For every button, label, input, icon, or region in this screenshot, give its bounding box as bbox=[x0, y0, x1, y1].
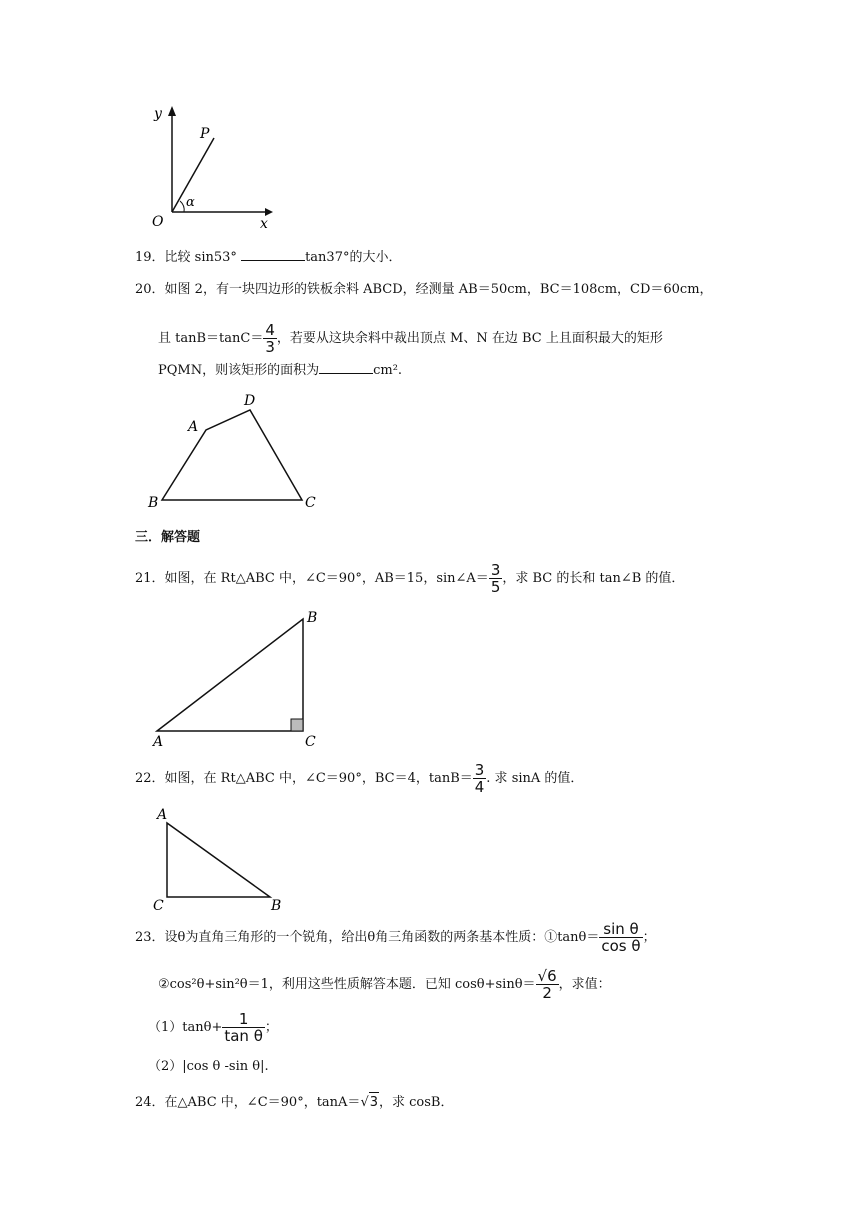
fraction: $\frac{3}{5}$ bbox=[490, 561, 501, 596]
point-p-label: P bbox=[200, 126, 210, 142]
question-23-line2: ②cos²θ+sin²θ＝1，利用这些性质解答本题．已知 cosθ+sinθ＝ $\frac{√6}{2}$ ，求值： bbox=[158, 967, 611, 1002]
vertex-a-label: A bbox=[188, 419, 199, 435]
vertex-c-label: C bbox=[153, 898, 164, 914]
question-19: 19．比较 sin53° tan37°的大小． bbox=[135, 247, 401, 268]
question-20-line2: 且 tanB＝tanC＝ $\frac{4}{3}$ ，若要从这块余料中裁出顶点 M、N 在边 BC 上且面积最大的矩形 bbox=[158, 321, 663, 356]
vertex-a-label: A bbox=[157, 807, 168, 823]
question-20-line1: 20．如图 2，有一块四边形的铁板余料 ABCD，经测量 AB＝50cm，BC＝108cm，CD＝60cm， bbox=[135, 282, 713, 297]
axes-figure bbox=[140, 100, 280, 230]
vertex-c-label: C bbox=[305, 495, 316, 511]
question-22: 22．如图，在 Rt△ABC 中，∠C＝90°，BC＝4，tanB＝ $\frac{3}{4}$ . 求 sinA 的值． bbox=[135, 761, 584, 796]
section-heading: 三．解答题 bbox=[135, 530, 201, 545]
fraction: $\frac{\text{sin θ}}{\text{cos θ}}$ bbox=[601, 920, 641, 955]
fraction: $\frac{3}{4}$ bbox=[474, 761, 485, 796]
fraction: $\frac{1}{\text{tan θ}}$ bbox=[224, 1010, 263, 1045]
angle-alpha-label: α bbox=[186, 195, 195, 210]
question-20-line3: PQMN，则该矩形的面积为 cm². bbox=[158, 360, 402, 381]
vertex-b-label: B bbox=[307, 610, 318, 626]
origin-label: O bbox=[152, 214, 164, 230]
question-24: 24．在△ABC 中，∠C＝90°，tanA＝√3，求 cosB． bbox=[135, 1092, 453, 1113]
vertex-a-label: A bbox=[153, 734, 164, 750]
right-triangle-figure-21 bbox=[145, 605, 330, 750]
vertex-b-label: B bbox=[271, 898, 282, 914]
quadrilateral-figure bbox=[140, 388, 330, 513]
question-23-line1: 23．设θ为直角三角形的一个锐角，给出θ角三角函数的两条基本性质：①tanθ＝ $\frac{\text{sin θ}}{\text{cos θ}}$ ； bbox=[135, 920, 656, 955]
answer-blank[interactable] bbox=[241, 247, 305, 261]
y-axis-label: y bbox=[154, 106, 162, 122]
sqrt-radicand: 3 bbox=[369, 1092, 379, 1113]
fraction: $\frac{√6}{2}$ bbox=[537, 967, 557, 1002]
question-23-part2: （2）|cos θ -sin θ|. bbox=[148, 1059, 269, 1074]
vertex-b-label: B bbox=[148, 495, 159, 511]
question-23-part1: （1）tanθ+ $\frac{1}{\text{tan θ}}$ ； bbox=[148, 1010, 278, 1045]
x-axis-label: x bbox=[260, 216, 268, 230]
right-triangle-figure-22 bbox=[145, 805, 295, 915]
question-21: 21．如图，在 Rt△ABC 中，∠C＝90°，AB＝15，sin∠A＝ $\frac{3}{5}$ ，求 BC 的长和 tan∠B 的值． bbox=[135, 561, 685, 596]
fraction: $\frac{4}{3}$ bbox=[265, 321, 275, 356]
answer-blank[interactable] bbox=[319, 360, 373, 374]
vertex-d-label: D bbox=[244, 393, 256, 409]
vertex-c-label: C bbox=[305, 734, 316, 750]
